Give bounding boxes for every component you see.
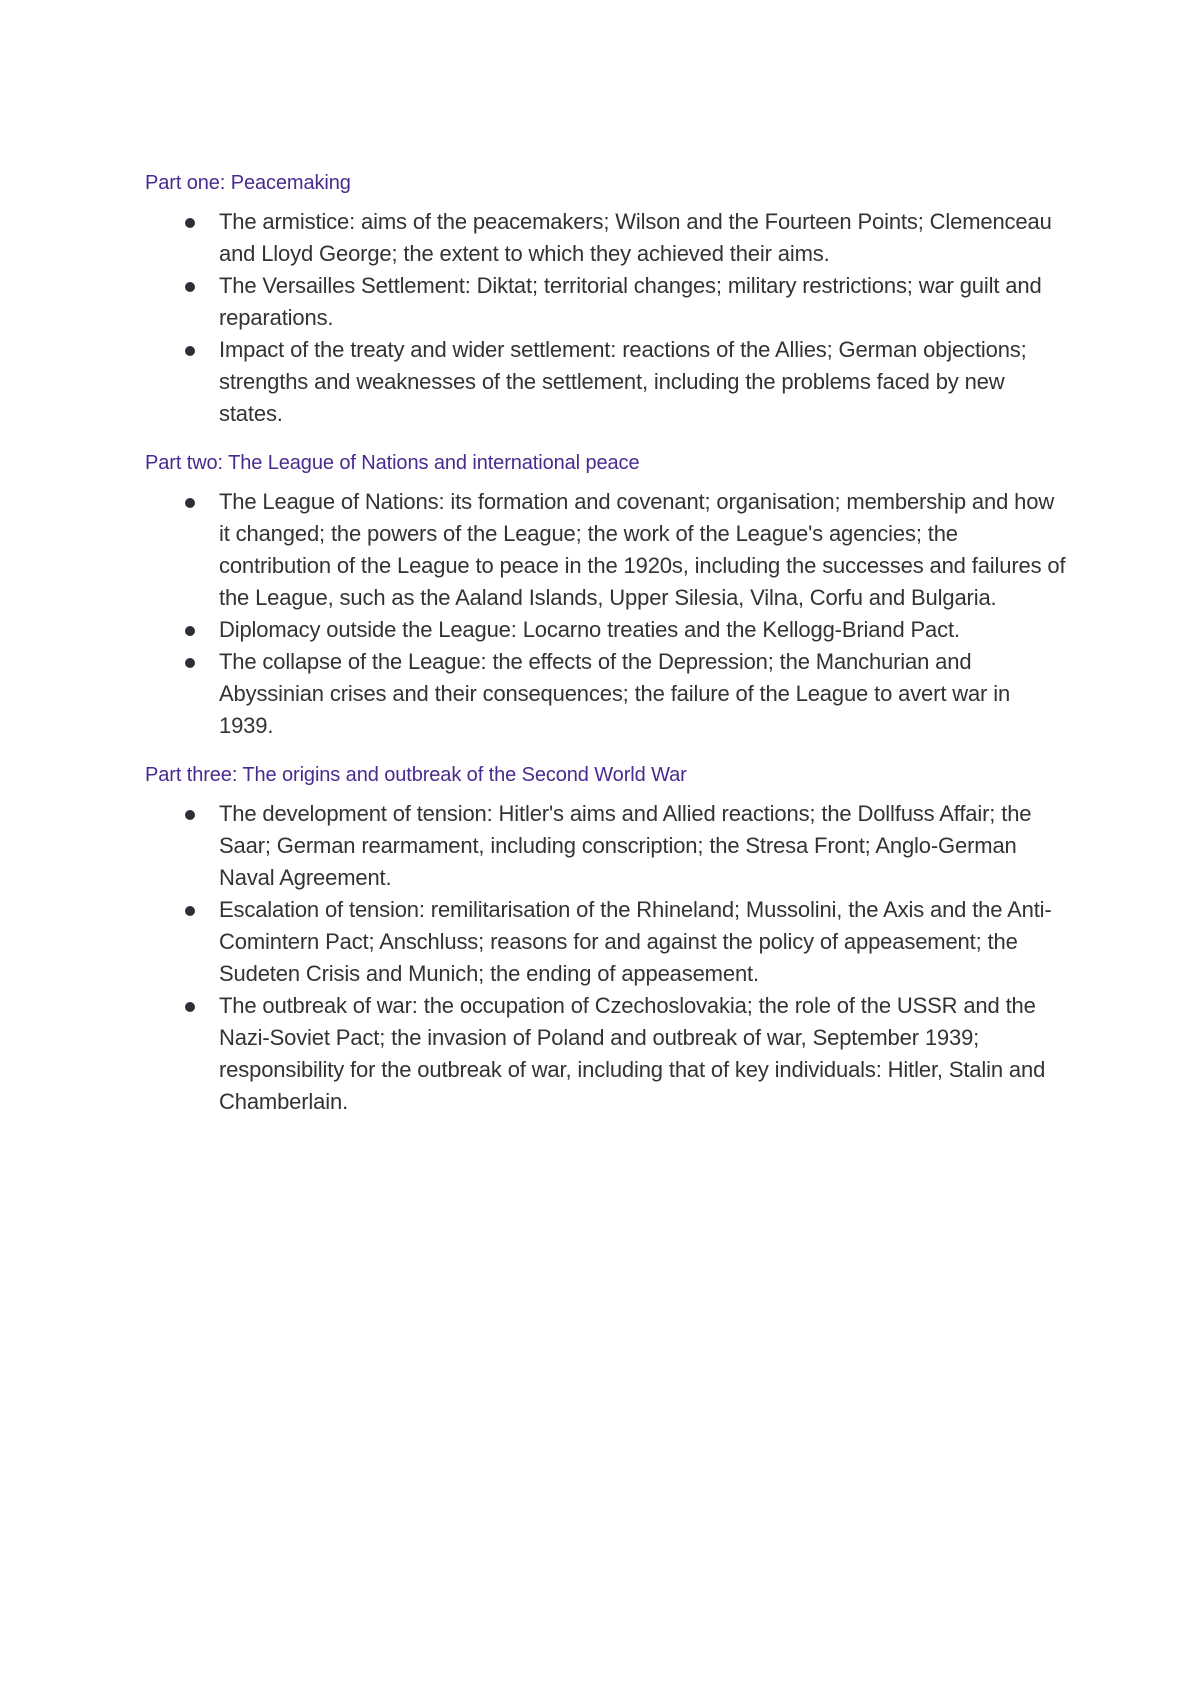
topic-list [145,798,1070,1118]
list-item [145,646,1070,742]
list-item-text: The Versailles Settlement: Diktat; territorial changes; military restrictions; war guilt and reparations. [219,273,1042,330]
bullet-dot-icon [185,218,195,228]
document-content [145,170,1070,1138]
section-heading: Part two: The League of Nations and international peace [145,452,640,474]
list-item-text: The outbreak of war: the occupation of Czechoslovakia; the role of the USSR and the Nazi-Soviet Pact; the invasion of Poland and outbreak of war, September 1939; responsibility for the outbreak of war, including that of key individuals: Hitler, Stalin and Chamberlain. [219,993,1046,1114]
list-item-text: The League of Nations: its formation and covenant; organisation; membership and how it changed; the powers of the League; the work of the League's agencies; the contribution of the League to peace in the 1920s, including the successes and failures of the League, such as the Aaland Islands, Upper Silesia, Vilna, Corfu and Bulgaria. [219,489,1066,610]
section-heading: Part one: Peacemaking [145,172,351,194]
bullet-dot-icon [185,1002,195,1012]
bullet-dot-icon [185,346,195,356]
section-part-one [145,170,1070,430]
list-item-text: Diplomacy outside the League: Locarno treaties and the Kellogg-Briand Pact. [219,617,960,642]
bullet-dot-icon [185,810,195,820]
bullet-dot-icon [185,498,195,508]
bullet-dot-icon [185,626,195,636]
list-item [145,270,1070,334]
list-item-text: Escalation of tension: remilitarisation of the Rhineland; Mussolini, the Axis and the Anti-Comintern Pact; Anschluss; reasons for and against the policy of appeasement; the Sudeten Crisis and Munich; the ending of appeasement. [219,897,1052,986]
list-item [145,614,1070,646]
list-item-text: The development of tension: Hitler's aims and Allied reactions; the Dollfuss Affair; the Saar; German rearmament, including conscription; the Stresa Front; Anglo-German Naval Agreement. [219,801,1032,890]
list-item [145,334,1070,430]
list-item [145,894,1070,990]
list-item [145,798,1070,894]
list-item-text: The armistice: aims of the peacemakers; Wilson and the Fourteen Points; Clemenceau and Lloyd George; the extent to which they achieved their aims. [219,209,1052,266]
section-part-three [145,762,1070,1118]
section-part-two [145,450,1070,742]
topic-list [145,206,1070,430]
list-item-text: Impact of the treaty and wider settlement: reactions of the Allies; German objections; strengths and weaknesses of the settlement, including the problems faced by new states. [219,337,1027,426]
bullet-dot-icon [185,658,195,668]
section-heading: Part three: The origins and outbreak of the Second World War [145,764,687,786]
bullet-dot-icon [185,282,195,292]
list-item-text: The collapse of the League: the effects of the Depression; the Manchurian and Abyssinian crises and their consequences; the failure of the League to avert war in 1939. [219,649,1011,738]
list-item [145,206,1070,270]
list-item [145,990,1070,1118]
list-item [145,486,1070,614]
bullet-dot-icon [185,906,195,916]
topic-list [145,486,1070,742]
